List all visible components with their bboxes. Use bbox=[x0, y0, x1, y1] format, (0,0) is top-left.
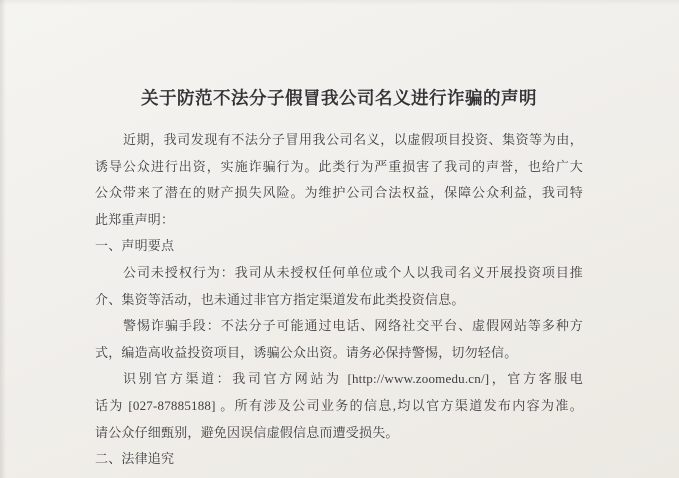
paragraph-line: 诱导公众进行出资，实施诈骗行为。此类行为严重损害了我司的声誉，也给广大 bbox=[95, 158, 583, 174]
paragraph-line: 式，编造高收益投资项目，诱骗公众出资。请务必保持警惕，切勿轻信。 bbox=[95, 344, 518, 360]
paragraph-line: 近期，我司发现有不法分子冒用我公司名义，以虚假项目投资、集资等为由， bbox=[123, 132, 583, 147]
paragraph-line: 识别官方渠道：我司官方网站为 [http://www.zoomedu.cn/]，官方客服电 bbox=[123, 371, 583, 387]
paragraph-line: 公众带来了潜在的财产损失风险。为维护公司合法权益，保障公众利益，我司特 bbox=[95, 185, 583, 201]
scan-top-edge-shadow bbox=[0, 0, 679, 5]
document-title: 关于防范不法分子假冒我公司名义进行诈骗的声明 bbox=[141, 88, 537, 108]
section-heading-1: 一、声明要点 bbox=[95, 238, 175, 254]
paragraph-line: 公司未授权行为：我司从未授权任何单位或个人以我司名义开展投资项目推 bbox=[123, 264, 583, 280]
paragraph-line: 警惕诈骗手段：不法分子可能通过电话、网络社交平台、虚假网站等多种方 bbox=[123, 318, 583, 334]
section-heading-2: 二、法律追究 bbox=[95, 451, 175, 467]
paragraph-line: 介、集资等活动，也未通过非官方指定渠道发布此类投资信息。 bbox=[95, 291, 465, 307]
paragraph-line: 请公众仔细甄别，避免因误信虚假信息而遭受损失。 bbox=[95, 424, 399, 440]
paragraph-line: 此郑重声明： bbox=[95, 211, 175, 227]
paragraph-line: 话为 [027-87885188] 。所有涉及公司业务的信息,均以官方渠道发布内容为准。 bbox=[95, 397, 583, 413]
document-content bbox=[95, 84, 583, 473]
document-body bbox=[95, 127, 583, 473]
scan-left-edge-shadow bbox=[0, 0, 6, 478]
